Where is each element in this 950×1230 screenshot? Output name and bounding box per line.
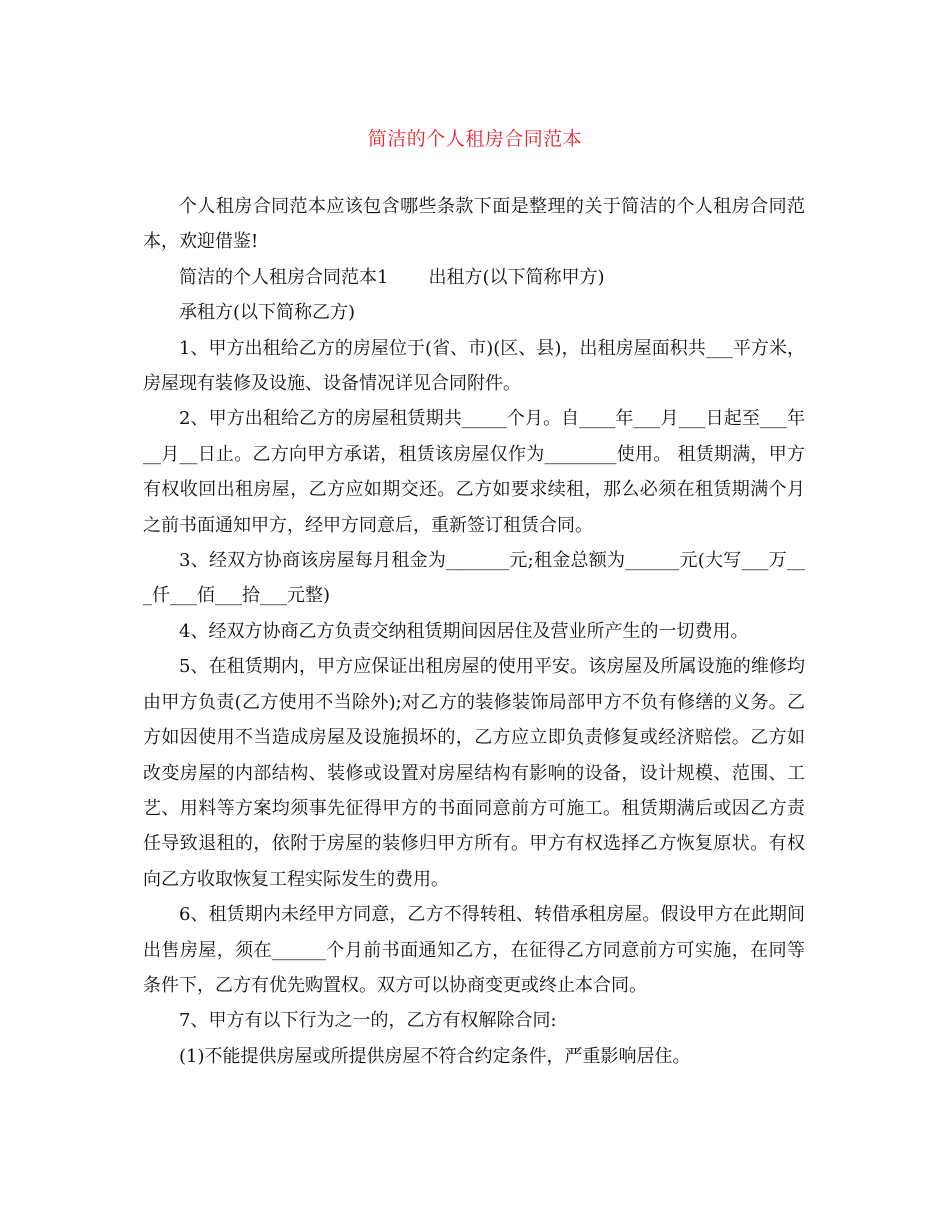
clause-6: 6、租赁期内未经甲方同意，乙方不得转租、转借承租房屋。假设甲方在此期间出售房屋，须在______个月前书面通知乙方，在征得乙方同意前方可实施，在同等条件下，乙方有优先购置权。双方可以协商变更或终止本合同。 <box>143 904 805 996</box>
sample-heading-line <box>143 260 805 295</box>
clause-7-item-1: (1)不能提供房屋或所提供房屋不符合约定条件，严重影响居住。 <box>179 1045 691 1067</box>
lessor-line: 出租方(以下简称甲方) <box>428 266 605 288</box>
clause-7: 7、甲方有以下行为之一的，乙方有权解除合同: <box>179 1010 557 1032</box>
document-title: 简洁的个人租房合同范本 <box>367 128 583 150</box>
document-body <box>143 189 805 1074</box>
sample-heading: 简洁的个人租房合同范本1 <box>179 266 389 288</box>
lessee-line: 承租方(以下简称乙方) <box>179 302 356 324</box>
clause-5: 5、在租赁期内，甲方应保证出租房屋的使用平安。该房屋及所属设施的维修均由甲方负责(乙方使用不当除外);对乙方的装修装饰局部甲方不负有修缮的义务。乙方如因使用不当造成房屋及设施损坏的，乙方应立即负责修复或经济赔偿。乙方如改变房屋的内部结构、装修或设置对房屋结构有影响的设备，设计规模、范围、工艺、用料等方案均须事先征得甲方的书面同意前方可施工。租赁期满后或因乙方责任导致退租的，依附于房屋的装修归甲方所有。甲方有权选择乙方恢复原状。有权向乙方收取恢复工程实际发生的费用。 <box>143 656 805 890</box>
intro-paragraph: 个人租房合同范本应该包含哪些条款下面是整理的关于简洁的个人租房合同范本，欢迎借鉴! <box>143 196 805 253</box>
clause-4: 4、经双方协商乙方负责交纳租赁期间因居住及营业所产生的一切费用。 <box>179 620 749 642</box>
clause-3: 3、经双方协商该房屋每月租金为_______元;租金总额为______元(大写___万___仟___佰___拾___元整) <box>143 550 805 607</box>
clause-2: 2、甲方出租给乙方的房屋租赁期共_____个月。自____年___月___日起至___年__月__日止。乙方向甲方承诺，租赁该房屋仅作为________使用。 租赁期满，甲方有权收回出租房屋，乙方应如期交还。乙方如要求续租，那么必须在租赁期满个月之前书面通知甲方，经甲方同意后，重新签订租赁合同。 <box>143 408 805 536</box>
clause-1: 1、甲方出租给乙方的房屋位于(省、市)(区、县)，出租房屋面积共___平方米，房屋现有装修及设施、设备情况详见合同附件。 <box>143 337 805 395</box>
